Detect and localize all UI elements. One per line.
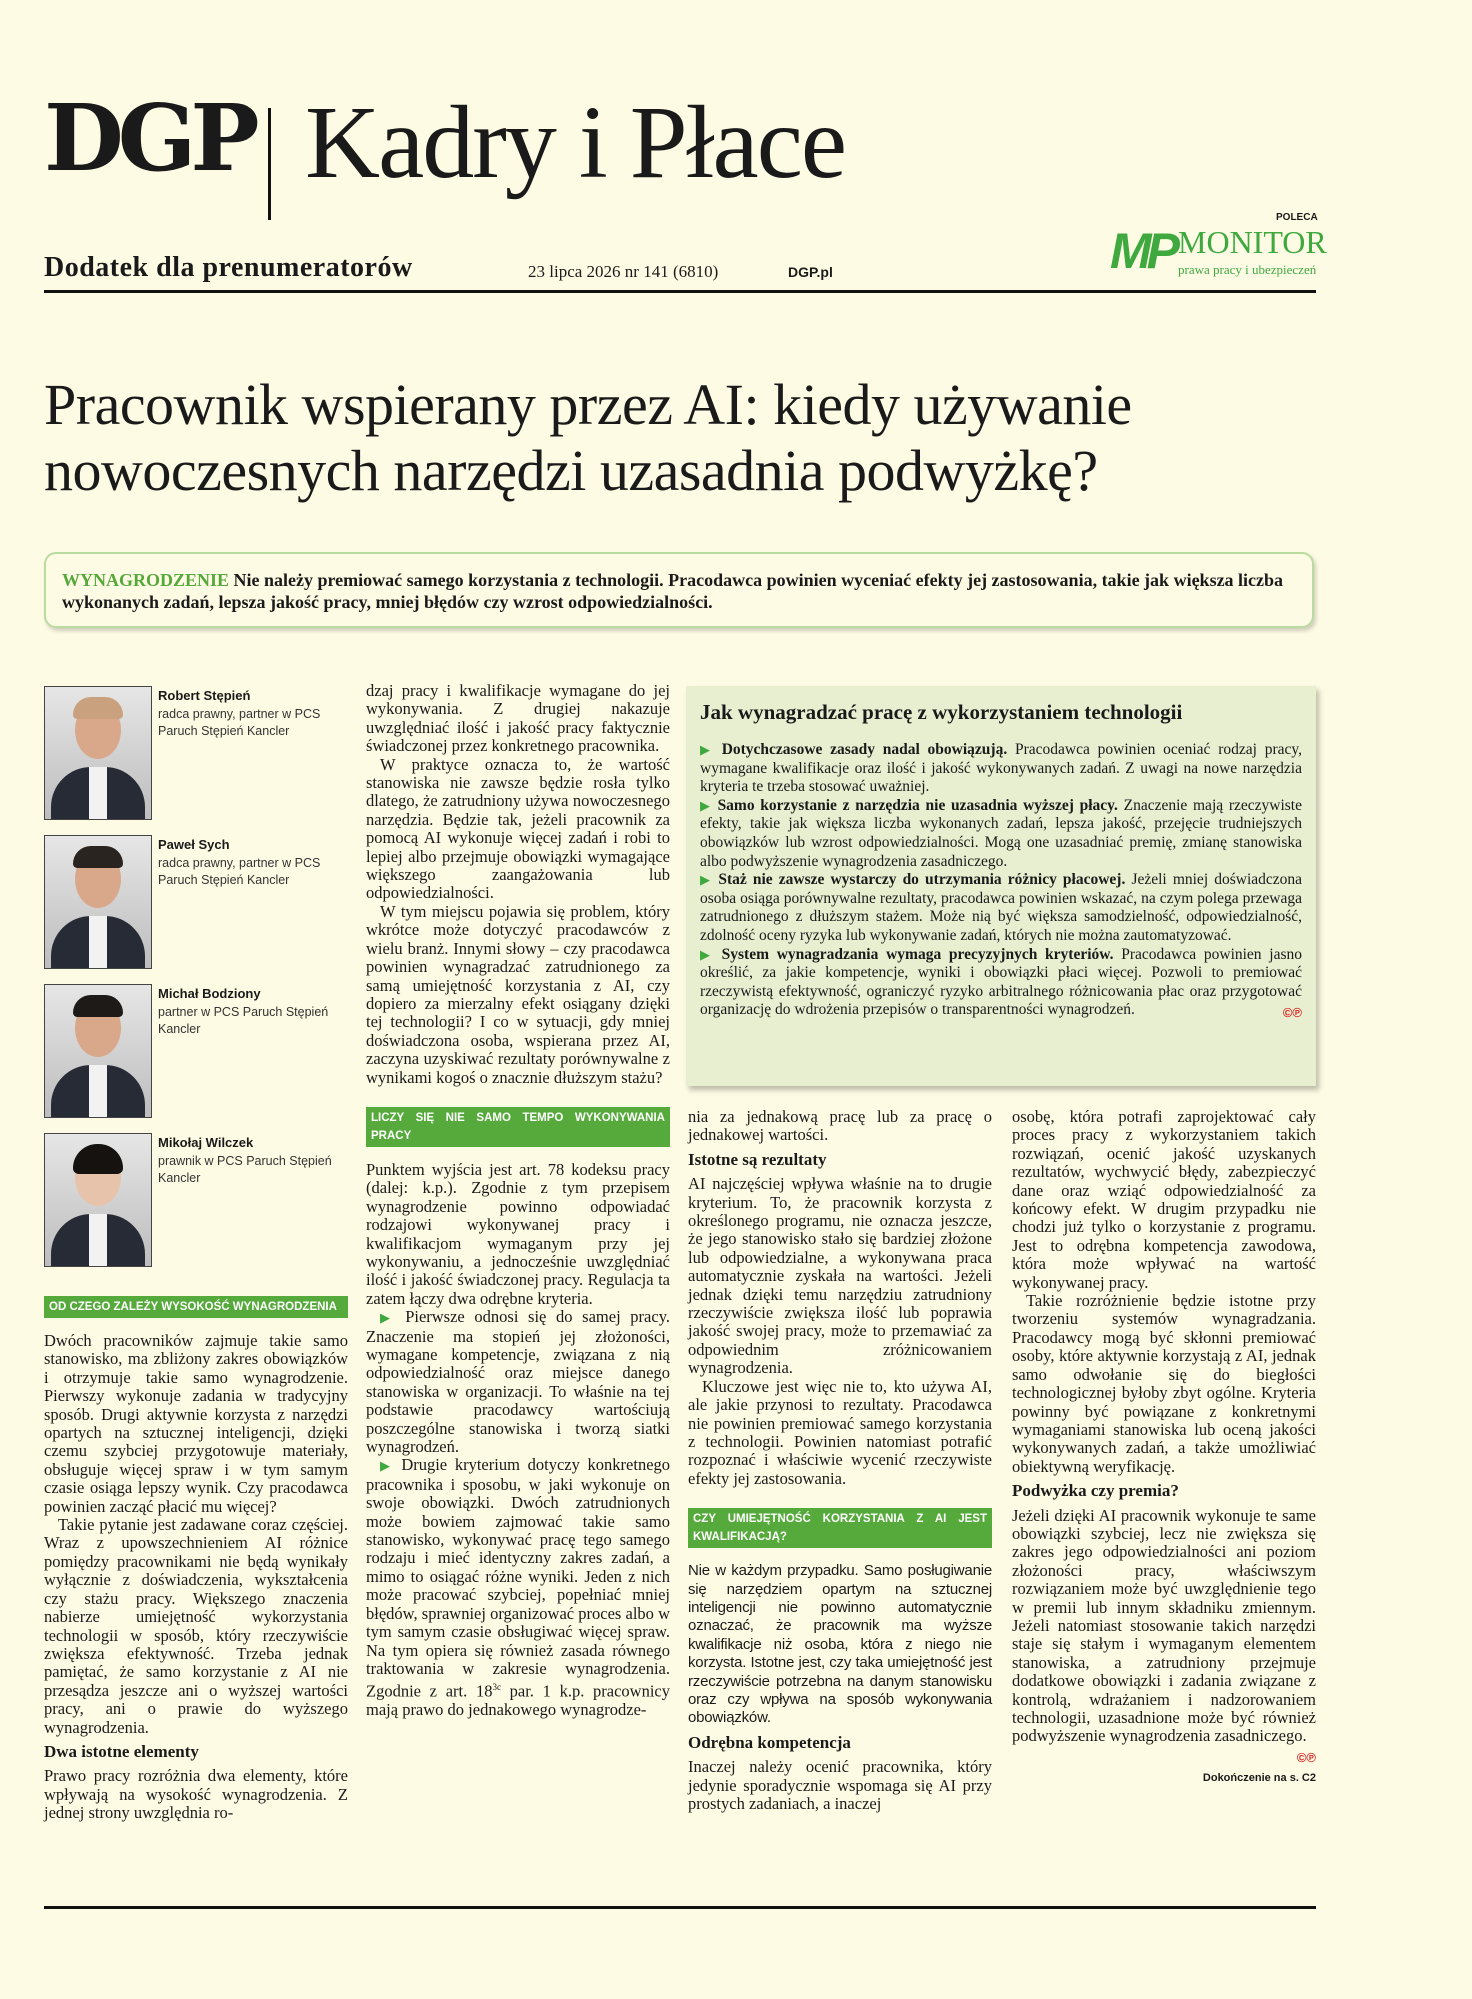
column-4 (1012, 1108, 1316, 1788)
box-item (700, 871, 1302, 945)
author-role: radca prawny, partner w PCS Paruch Stępień Kancler (158, 707, 321, 738)
footer-rule (44, 1906, 1316, 1909)
paragraph: Inaczej należy ocenić pracownika, który jedynie sporadycznie wspomaga się AI przy prostych zadaniach, a inaczej (688, 1757, 992, 1813)
info-box (686, 686, 1316, 1086)
dgp-logo: DGP (44, 84, 254, 192)
triangle-bullet-icon: ▶ (700, 872, 713, 888)
box-item (700, 797, 1302, 871)
author-name: Mikołaj Wilczek (158, 1135, 254, 1150)
paragraph-text: Pierwsze odnosi się do samej pracy. Znaczenie ma stopień jej złożoności, wymagane kompetencje, związana z nią odpowiedzialność oraz miejsce danego stanowiska w organizacji. To właśnie na tej podstawie pracodawcy wartościują poszczególne stanowiska i tworzą siatki wynagrodzeń. (366, 1307, 671, 1457)
subheading: Odrębna kompetencja (688, 1732, 851, 1752)
paragraph: Dwóch pracowników zajmuje takie samo stanowisko, ma zbliżony zakres obowiązków i otrzymuje takie samo wynagrodzenie. Pierwszy wykonuje zadania w tradycyjny sposób. Drugi aktywnie korzysta z narzędzi opartych na sztucznej inteligencji, dzięki czemu szybciej przygotowuje materiały, obsługuje więcej spraw i w tym samym czasie osiąga lepszy wynik. Czy pracodawca powinien zacząć płacić mu więcej? (44, 1331, 348, 1516)
author-photo (44, 984, 152, 1118)
section-heading: OD CZEGO ZALEŻY WYSOKOŚĆ WYNAGRODZENIA (44, 1296, 348, 1318)
box-item-text: Jeżeli mniej doświadczona osoba osiąga porównywalne rezultaty, pracodawca powinien wskazać, na czym polega przewaga zatrudnionego z dłuższym stażem. Może nią być większa samodzielność, odpowiedzialność, zdolność oceny ryzyka lub wykonywanie zadań, których nie można zautomatyzować. (700, 871, 1303, 944)
paragraph: dzaj pracy i kwalifikacje wymagane do jej wykonywania. Z drugiej nakazuje uwzględniać ilość i jakość pracy faktycznie świadczonej przez konkretnego pracownika. (366, 681, 670, 756)
box-item-lead: System wynagradzania wymaga precyzyjnych kryteriów. (721, 945, 1114, 963)
lead-category: WYNAGRODZENIE (62, 570, 230, 590)
paragraph: Jeżeli dzięki AI pracownik wykonuje te same obowiązki szybciej, lecz nie zwiększa się zakres jego odpowiedzialności ani poziom złożoności pracy, właściwszym rozwiązaniem może być uwzględnienie tego w premii lub innym składniku zmiennym. Jeżeli natomiast stosowanie takich narzędzi staje się stałym i wymaganym elementem stanowiska, a zatrudniony przejmuje dodatkowe obowiązki i zadania związane z kontrolą, wdrażaniem i nadzorowaniem technologii, uzasadnione może być również podwyższenie wynagrodzenia zasadniczego. (1012, 1505, 1316, 1746)
triangle-bullet-icon: ▶ (380, 1458, 394, 1474)
partner-recommends: POLECA (1276, 212, 1318, 223)
masthead-divider (268, 108, 271, 220)
mp-monitor-logo: MP (1110, 223, 1175, 279)
subheading: Podwyżka czy premia? (1012, 1481, 1179, 1501)
box-title: Jak wynagradzać pracę z wykorzystaniem technologii (700, 700, 1183, 724)
issue-date: 23 lipca 2026 nr 141 (6810) (528, 262, 719, 281)
continued-note (1012, 1767, 1316, 1787)
paragraph-text: par. 1 k.p. pracownicy mają prawo do jednakowego wynagrodze- (366, 1681, 671, 1720)
subheading: Dwa istotne elementy (44, 1741, 199, 1761)
column-1 (44, 1296, 348, 1823)
author-card (44, 984, 364, 1118)
superscript: 3c (492, 1682, 501, 1693)
box-item-text: Pracodawca powinien jasno określić, za jakie kompetencje, wyniki i obowiązki płaci więcej. Pozwoli to premiować rzeczywistą efektywność, ograniczyć ryzyko arbitralnego różnicowania płac oraz przygotować organizację do wdrożenia przepisów o transparentności wynagrodzeń. (700, 945, 1303, 1019)
author-photo (44, 835, 152, 969)
masthead-rule (44, 290, 1316, 293)
article-copyright (1012, 1748, 1316, 1767)
column-3 (688, 1108, 992, 1813)
paragraph (366, 1456, 670, 1719)
paragraph: W tym miejscu pojawia się problem, który wkrótce może dotyczyć pracodawców z wielu branż. Innymi słowy – czy pracodawca powinien wynagradzać zatrudnionego za samą umiejętność korzystania z AI, czy dopiero za mierzalny efekt osiągany dzięki tej technologii? I co w sytuacji, gdy mniej doświadczona osoba, wspierana przez AI, zaczyna uzyskiwać rezultaty porównywalne z wynikami kogoś o znacznie dłuższym stażu? (366, 901, 670, 1087)
author-photo (44, 1133, 152, 1267)
box-item-lead: Staż nie zawsze wystarczy do utrzymania różnicy płacowej. (718, 871, 1126, 889)
continued-label: Dokończenie na s. C2 (1202, 1772, 1316, 1785)
paragraph-text: Drugie kryterium dotyczy konkretnego pracownika i sposobu, w jaki wykonuje on swoje obowiązki. Dwóch zatrudnionych może bowiem zajmować takie samo stanowisko, wykonywać pracę tego samego rodzaju i mieć identyczny zakres zadań, a mimo to osiągać różne wyniki. Jeden z nich może pracować szybciej, popełniać mniej błędów, sprawniej organizować proces albo w tym samym czasie obsługiwać więcej spraw. Na tym opiera się również zasada równego traktowania w zakresie wynagrodzenia. Zgodnie z art. 18 (366, 1455, 671, 1701)
triangle-bullet-icon: ▶ (700, 946, 714, 962)
lead-text: Nie należy premiować samego korzystania z technologii. Pracodawca powinien wyceniać efekty jej zastosowania, takie jak większa liczba wykonanych zadań, lepsza jakość pracy, mniej błędów czy wzrost odpowiedzialności. (62, 570, 1284, 612)
copyright-mark: ©℗ (1282, 1004, 1302, 1020)
box-item-lead: Samo korzystanie z narzędzia nie uzasadnia wyższej płacy. (717, 796, 1118, 814)
subheading: Istotne są rezultaty (688, 1149, 827, 1169)
author-photo (44, 686, 152, 820)
supplement-label: Dodatek dla prenumeratorów (44, 252, 413, 283)
author-name: Michał Bodziony (158, 986, 261, 1001)
box-item-text: Znaczenie mają rzeczywiste efekty, takie jak większa liczba wykonanych zadań, lepsza jakość, przejęcie trudniejszych obowiązków lub wzrost odpowiedzialności. Mogą one uzasadniać premię, zmianę stanowiska albo podwyższenie wynagrodzenia zasadniczego. (700, 796, 1302, 870)
triangle-bullet-icon: ▶ (700, 797, 712, 813)
author-card (44, 835, 364, 969)
section-heading: CZY UMIEJĘTNOŚĆ KORZYSTANIA Z AI JEST KWALIFIKACJĄ? (688, 1508, 992, 1548)
paragraph: osobę, która potrafi zaprojektować cały proces pracy z wykorzystaniem takich rozwiązań, ocenić jakość uzyskanych rezultatów, wychwycić błędy, zabezpieczyć dane oraz wziąć odpowiedzialność za końcowy efekt. W drugim przypadku nie chodzi już tylko o korzystanie z programu. Jest to odrębna kompetencja zawodowa, która może wpływać na wartość wykonywanej pracy. (1012, 1107, 1316, 1292)
box-item-text: Pracodawca powinien oceniać rodzaj pracy, wymagane kwalifikacje oraz ilość i jakość wykonywanych zadań. Z uwagi na nowe narzędzia kryteria te trzeba stosować uważniej. (700, 741, 1302, 796)
triangle-bullet-icon: ▶ (380, 1310, 396, 1326)
paragraph: AI najczęściej wpływa właśnie na to drugie kryterium. To, że pracownik korzysta z określonego programu, nie oznacza jeszcze, że jego stanowisko stało się bardziej złożone lub odpowiedzialne, a wykonywana praca automatycznie zyskała na wartości. Jeżeli jednak dzięki temu narzędziu zatrudniony rzeczywiście zwiększa ilość lub poprawia jakość swojej pracy, może to przemawiać za odpowiednim zróżnicowaniem wynagrodzenia. (688, 1174, 992, 1378)
partner-name: MONITOR (1178, 224, 1327, 260)
author-card (44, 686, 364, 820)
triangle-bullet-icon: ▶ (700, 742, 714, 757)
author-card (44, 1133, 364, 1267)
column-2 (366, 682, 670, 1720)
author-role: radca prawny, partner w PCS Paruch Stępień Kancler (158, 856, 321, 887)
lead-box (44, 552, 1314, 628)
site-link[interactable]: DGP.pl (788, 264, 833, 280)
box-item (700, 741, 1302, 797)
paragraph: Takie rozróżnienie będzie istotne przy tworzeniu systemów wynagradzania. Pracodawcy mogą być skłonni premiować osoby, które aktywnie korzystają z AI, jednak samo odwołanie się do biegłości technologicznej byłoby zbyt ogólne. Kryteria powinny być powiązane z konkretnymi wymaganiami stanowiska lub oceną jakości wykonywanych zadań, a także umożliwiać obiektywną weryfikację. (1012, 1291, 1316, 1476)
author-role: partner w PCS Paruch Stępień Kancler (158, 1005, 329, 1036)
section-heading: LICZY SIĘ NIE SAMO TEMPO WYKONYWANIA PRACY (366, 1107, 670, 1147)
paragraph: Punktem wyjścia jest art. 78 kodeksu pracy (dalej: k.p.). Zgodnie z tym przepisem wynagrodzenie powinno odpowiadać rodzajowi wykonywanej pracy i kwalifikacjom wymaganym przy jej wykonywaniu, a jednocześnie uwzględniać ilość i jakość świadczonej pracy. Regulacja ta zatem łączy dwa odrębne kryteria. (366, 1159, 670, 1308)
paragraph: nia za jednakową pracę lub za pracę o jednakowej wartości. (688, 1107, 992, 1145)
box-item-lead: Dotychczasowe zasady nadal obowiązują. (721, 741, 1008, 758)
paragraph: Kluczowe jest więc nie to, kto używa AI, ale jakie przynosi to rezultaty. Pracodawca nie powinien premiować samego korzystania z technologii. Powinien natomiast potrafić rozpoznać i właściwie wycenić rzeczywiste efekty jej zastosowania. (688, 1376, 992, 1488)
paragraph: Prawo pracy rozróżnia dwa elementy, które wpływają na wysokość wynagrodzenia. Z jednej strony uwzględnia ro- (44, 1766, 348, 1823)
paragraph: W praktyce oznacza to, że wartość stanowiska nie zawsze będzie rosła tylko dlatego, że zatrudniony używa nowoczesnego narzędzia. Będzie tak, jeżeli pracownik za pomocą AI wykonuje więcej zadań i robi to lepiej albo przejmuje obowiązki wymagające większego zaangażowania lub odpowiedzialności. (366, 754, 670, 903)
author-name: Robert Stępień (158, 688, 251, 703)
paragraph: Nie w każdym przypadku. Samo posługiwanie się narzędziem opartym na sztucznej inteligencji nie powinno automatycznie oznaczać, że pracownik ma wyższe kwalifikacje niż osoba, która z niego nie korzysta. Istotne jest, czy taka umiejętność jest rzeczywiście potrzebna na danym stanowisku oraz czy wpływa na sposób wykonywania obowiązków. (688, 1562, 992, 1727)
paragraph (366, 1308, 670, 1456)
author-role: prawnik w PCS Paruch Stępień Kancler (158, 1154, 332, 1185)
copyright-mark: ©℗ (1296, 1749, 1316, 1765)
headline: Pracownik wspierany przez AI: kiedy używanie nowoczesnych narzędzi uzasadnia podwyżkę? (44, 372, 1132, 503)
partner-tagline: prawa pracy i ubezpieczeń (1178, 262, 1317, 277)
paragraph: Takie pytanie jest zadawane coraz częściej. Wraz z upowszechnieniem AI różnice pomiędzy pracownikami nie będą wynikały wyłącznie z doświadczenia, wykształcenia czy stażu pracy. Większego znaczenia nabierze umiejętność wykorzystania technologii w sposób, który rzeczywiście zwiększa efektywność. Trzeba jednak pamiętać, że samo korzystanie z AI nie przesądza jeszcze ani o wyższej wartości pracy, ani o prawie do wyższego wynagrodzenia. (44, 1515, 348, 1737)
section-title: Kadry i Płace (305, 85, 846, 200)
author-name: Paweł Sych (158, 837, 230, 852)
